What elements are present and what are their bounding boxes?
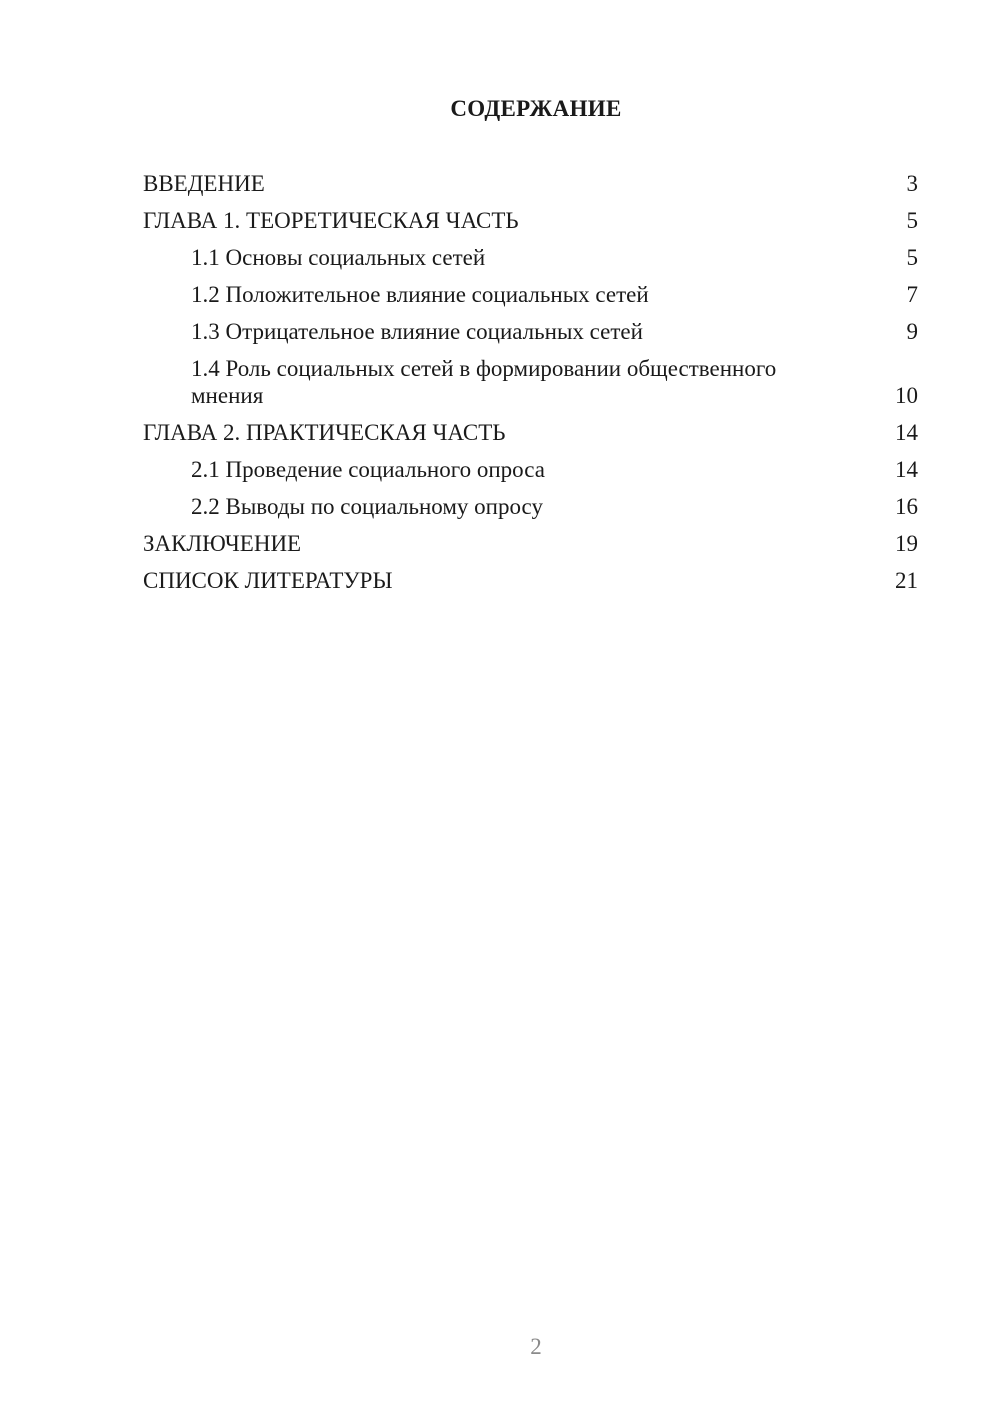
page-title: СОДЕРЖАНИЕ [450, 96, 622, 121]
toc-entry-page: 9 [906, 319, 918, 344]
toc-entry-page: 21 [895, 568, 918, 593]
toc-entry-introduction[interactable] [143, 168, 918, 205]
toc-entry-label: 1.1 Основы социальных сетей [191, 245, 486, 270]
toc-entry-label: ГЛАВА 1. ТЕОРЕТИЧЕСКАЯ ЧАСТЬ [143, 208, 519, 233]
toc-entry-page: 10 [895, 383, 918, 408]
toc-entry-page: 14 [895, 420, 918, 445]
toc-entry-label: 2.2 Выводы по социальному опросу [191, 494, 543, 519]
toc-entry-chapter-2[interactable] [143, 417, 918, 454]
toc-entry-conclusion[interactable] [143, 528, 918, 565]
page-number: 2 [530, 1334, 542, 1359]
toc-entry-page: 5 [906, 208, 918, 233]
toc-entry-section-1-2[interactable] [143, 279, 918, 316]
toc-entry-section-1-4[interactable] [143, 353, 918, 417]
toc-entry-page: 3 [906, 171, 918, 196]
toc-entry-references[interactable] [143, 565, 918, 602]
toc-entry-page: 16 [895, 494, 918, 519]
toc-entry-chapter-1[interactable] [143, 205, 918, 242]
toc-entry-label: ЗАКЛЮЧЕНИЕ [143, 531, 302, 556]
toc-entry-page: 19 [895, 531, 918, 556]
table-of-contents [143, 168, 918, 602]
toc-entry-page: 5 [906, 245, 918, 270]
toc-entry-label: 1.4 Роль социальных сетей в формировании общественного мнения [191, 356, 777, 408]
toc-entry-label: 2.1 Проведение социального опроса [191, 457, 545, 482]
toc-entry-section-1-1[interactable] [143, 242, 918, 279]
toc-entry-label: СПИСОК ЛИТЕРАТУРЫ [143, 568, 393, 593]
toc-entry-section-1-3[interactable] [143, 316, 918, 353]
toc-entry-label: ВВЕДЕНИЕ [143, 171, 265, 196]
toc-entry-page: 7 [906, 282, 918, 307]
toc-entry-page: 14 [895, 457, 918, 482]
toc-entry-section-2-1[interactable] [143, 454, 918, 491]
toc-entry-section-2-2[interactable] [143, 491, 918, 528]
toc-entry-label: 1.2 Положительное влияние социальных сетей [191, 282, 649, 307]
toc-entry-label: 1.3 Отрицательное влияние социальных сетей [191, 319, 643, 344]
toc-entry-label: ГЛАВА 2. ПРАКТИЧЕСКАЯ ЧАСТЬ [143, 420, 506, 445]
